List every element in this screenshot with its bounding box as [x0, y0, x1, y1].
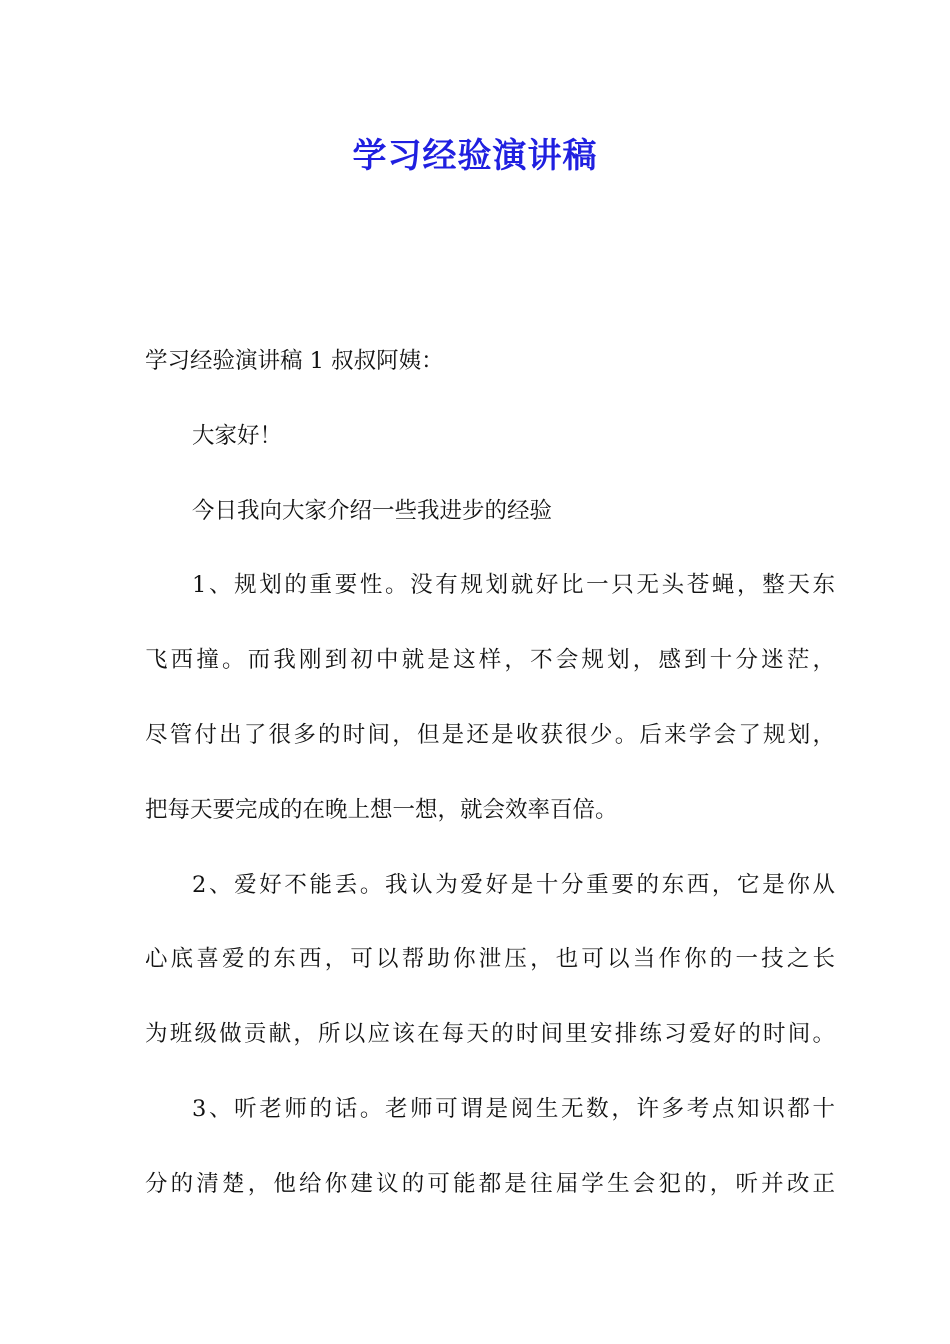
line-greeting-heading: 学习经验演讲稿 1 叔叔阿姨： — [145, 348, 444, 374]
line-point-2-c: 为班级做贡献，所以应该在每天的时间里安排练习爱好的时间。 — [145, 1021, 835, 1047]
line-hello: 大家好！ — [192, 423, 283, 449]
line-intro: 今日我向大家介绍一些我进步的经验 — [192, 498, 553, 524]
document-title: 学习经验演讲稿 — [352, 136, 598, 176]
line-point-1-a: 1、规划的重要性。没有规划就好比一只无头苍蝇，整天东 — [192, 572, 835, 598]
line-point-3-b: 分的清楚，他给你建议的可能都是往届学生会犯的，听并改正 — [145, 1171, 835, 1197]
line-point-1-c: 尽管付出了很多的时间，但是还是收获很少。后来学会了规划， — [145, 722, 835, 748]
line-point-2-a: 2、爱好不能丢。我认为爱好是十分重要的东西，它是你从 — [192, 872, 835, 898]
line-point-3-a: 3、听老师的话。老师可谓是阅生无数，许多考点知识都十 — [192, 1096, 835, 1122]
line-point-1-b: 飞西撞。而我刚到初中就是这样，不会规划，感到十分迷茫， — [145, 647, 835, 673]
line-point-1-d: 把每天要完成的在晚上想一想，就会效率百倍。 — [145, 797, 618, 823]
line-point-2-b: 心底喜爱的东西，可以帮助你泄压，也可以当作你的一技之长 — [145, 946, 835, 972]
